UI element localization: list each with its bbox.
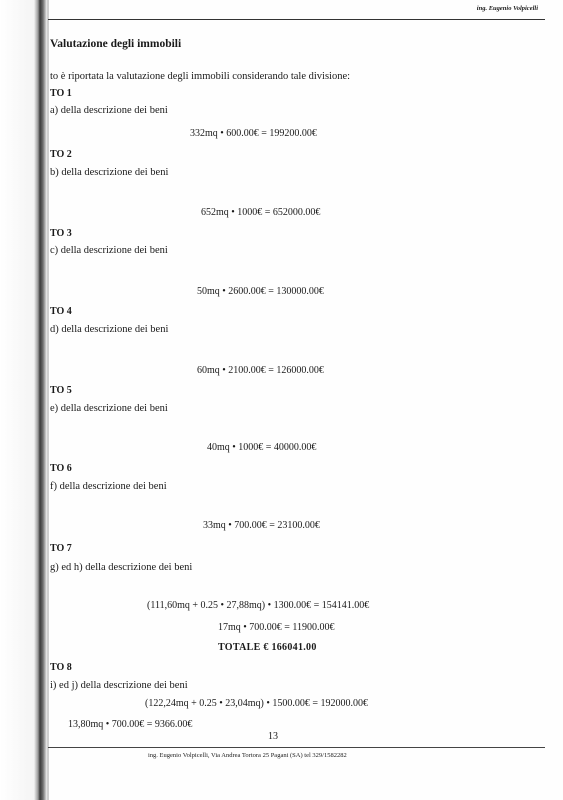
scan-binding-line bbox=[47, 0, 49, 800]
lot-7-label: TO 7 bbox=[50, 543, 72, 554]
lot-8-description: i) ed j) della descrizione dei beni bbox=[50, 680, 188, 691]
lot-8-label: TO 8 bbox=[50, 662, 72, 673]
lot-6-equation: 33mq • 700.00€ = 23100.00€ bbox=[203, 520, 320, 531]
section-title: Valutazione degli immobili bbox=[50, 38, 182, 50]
header-rule bbox=[48, 19, 545, 20]
lot-1-label: TO 1 bbox=[50, 88, 72, 99]
lot-1-description: a) della descrizione dei beni bbox=[50, 105, 168, 116]
lot-3-description: c) della descrizione dei beni bbox=[50, 245, 168, 256]
lot-6-label: TO 6 bbox=[50, 463, 72, 474]
lot-4-description: d) della descrizione dei beni bbox=[50, 324, 169, 335]
lot-8-equation: (122,24mq + 0.25 • 23,04mq) • 1500.00€ = 192000.00€ bbox=[145, 698, 368, 709]
footer-rule bbox=[48, 747, 545, 748]
lot-2-label: TO 2 bbox=[50, 149, 72, 160]
lot-8-equation-2: 13,80mq • 700.00€ = 9366.00€ bbox=[68, 719, 193, 730]
lot-7-equation-2: 17mq • 700.00€ = 11900.00€ bbox=[218, 622, 335, 633]
lot-4-label: TO 4 bbox=[50, 306, 72, 317]
footer-address: ing. Eugenio Volpicelli, Via Andrea Tortora 25 Pagani (SA) tel 329/1582282 bbox=[148, 752, 347, 759]
lot-4-equation: 60mq • 2100.00€ = 126000.00€ bbox=[197, 365, 324, 376]
lot-3-label: TO 3 bbox=[50, 228, 72, 239]
page-number: 13 bbox=[268, 731, 278, 742]
lot-1-equation: 332mq • 600.00€ = 199200.00€ bbox=[190, 128, 317, 139]
lot-2-equation: 652mq • 1000€ = 652000.00€ bbox=[201, 207, 321, 218]
lot-2-description: b) della descrizione dei beni bbox=[50, 167, 169, 178]
header-author: ing. Eugenio Volpicelli bbox=[476, 5, 538, 12]
lot-6-description: f) della descrizione dei beni bbox=[50, 481, 167, 492]
lot-5-equation: 40mq • 1000€ = 40000.00€ bbox=[207, 442, 317, 453]
lot-5-description: e) della descrizione dei beni bbox=[50, 403, 168, 414]
section-intro: to è riportata la valutazione degli immobili considerando tale divisione: bbox=[50, 71, 351, 82]
scan-binding-shadow bbox=[0, 0, 48, 800]
lot-3-equation: 50mq • 2600.00€ = 130000.00€ bbox=[197, 286, 324, 297]
lot-7-description: g) ed h) della descrizione dei beni bbox=[50, 562, 193, 573]
lot-7-total: TOTALE € 166041.00 bbox=[218, 642, 317, 653]
lot-7-equation: (111,60mq + 0.25 • 27,88mq) • 1300.00€ = 154141.00€ bbox=[147, 600, 370, 611]
lot-5-label: TO 5 bbox=[50, 385, 72, 396]
